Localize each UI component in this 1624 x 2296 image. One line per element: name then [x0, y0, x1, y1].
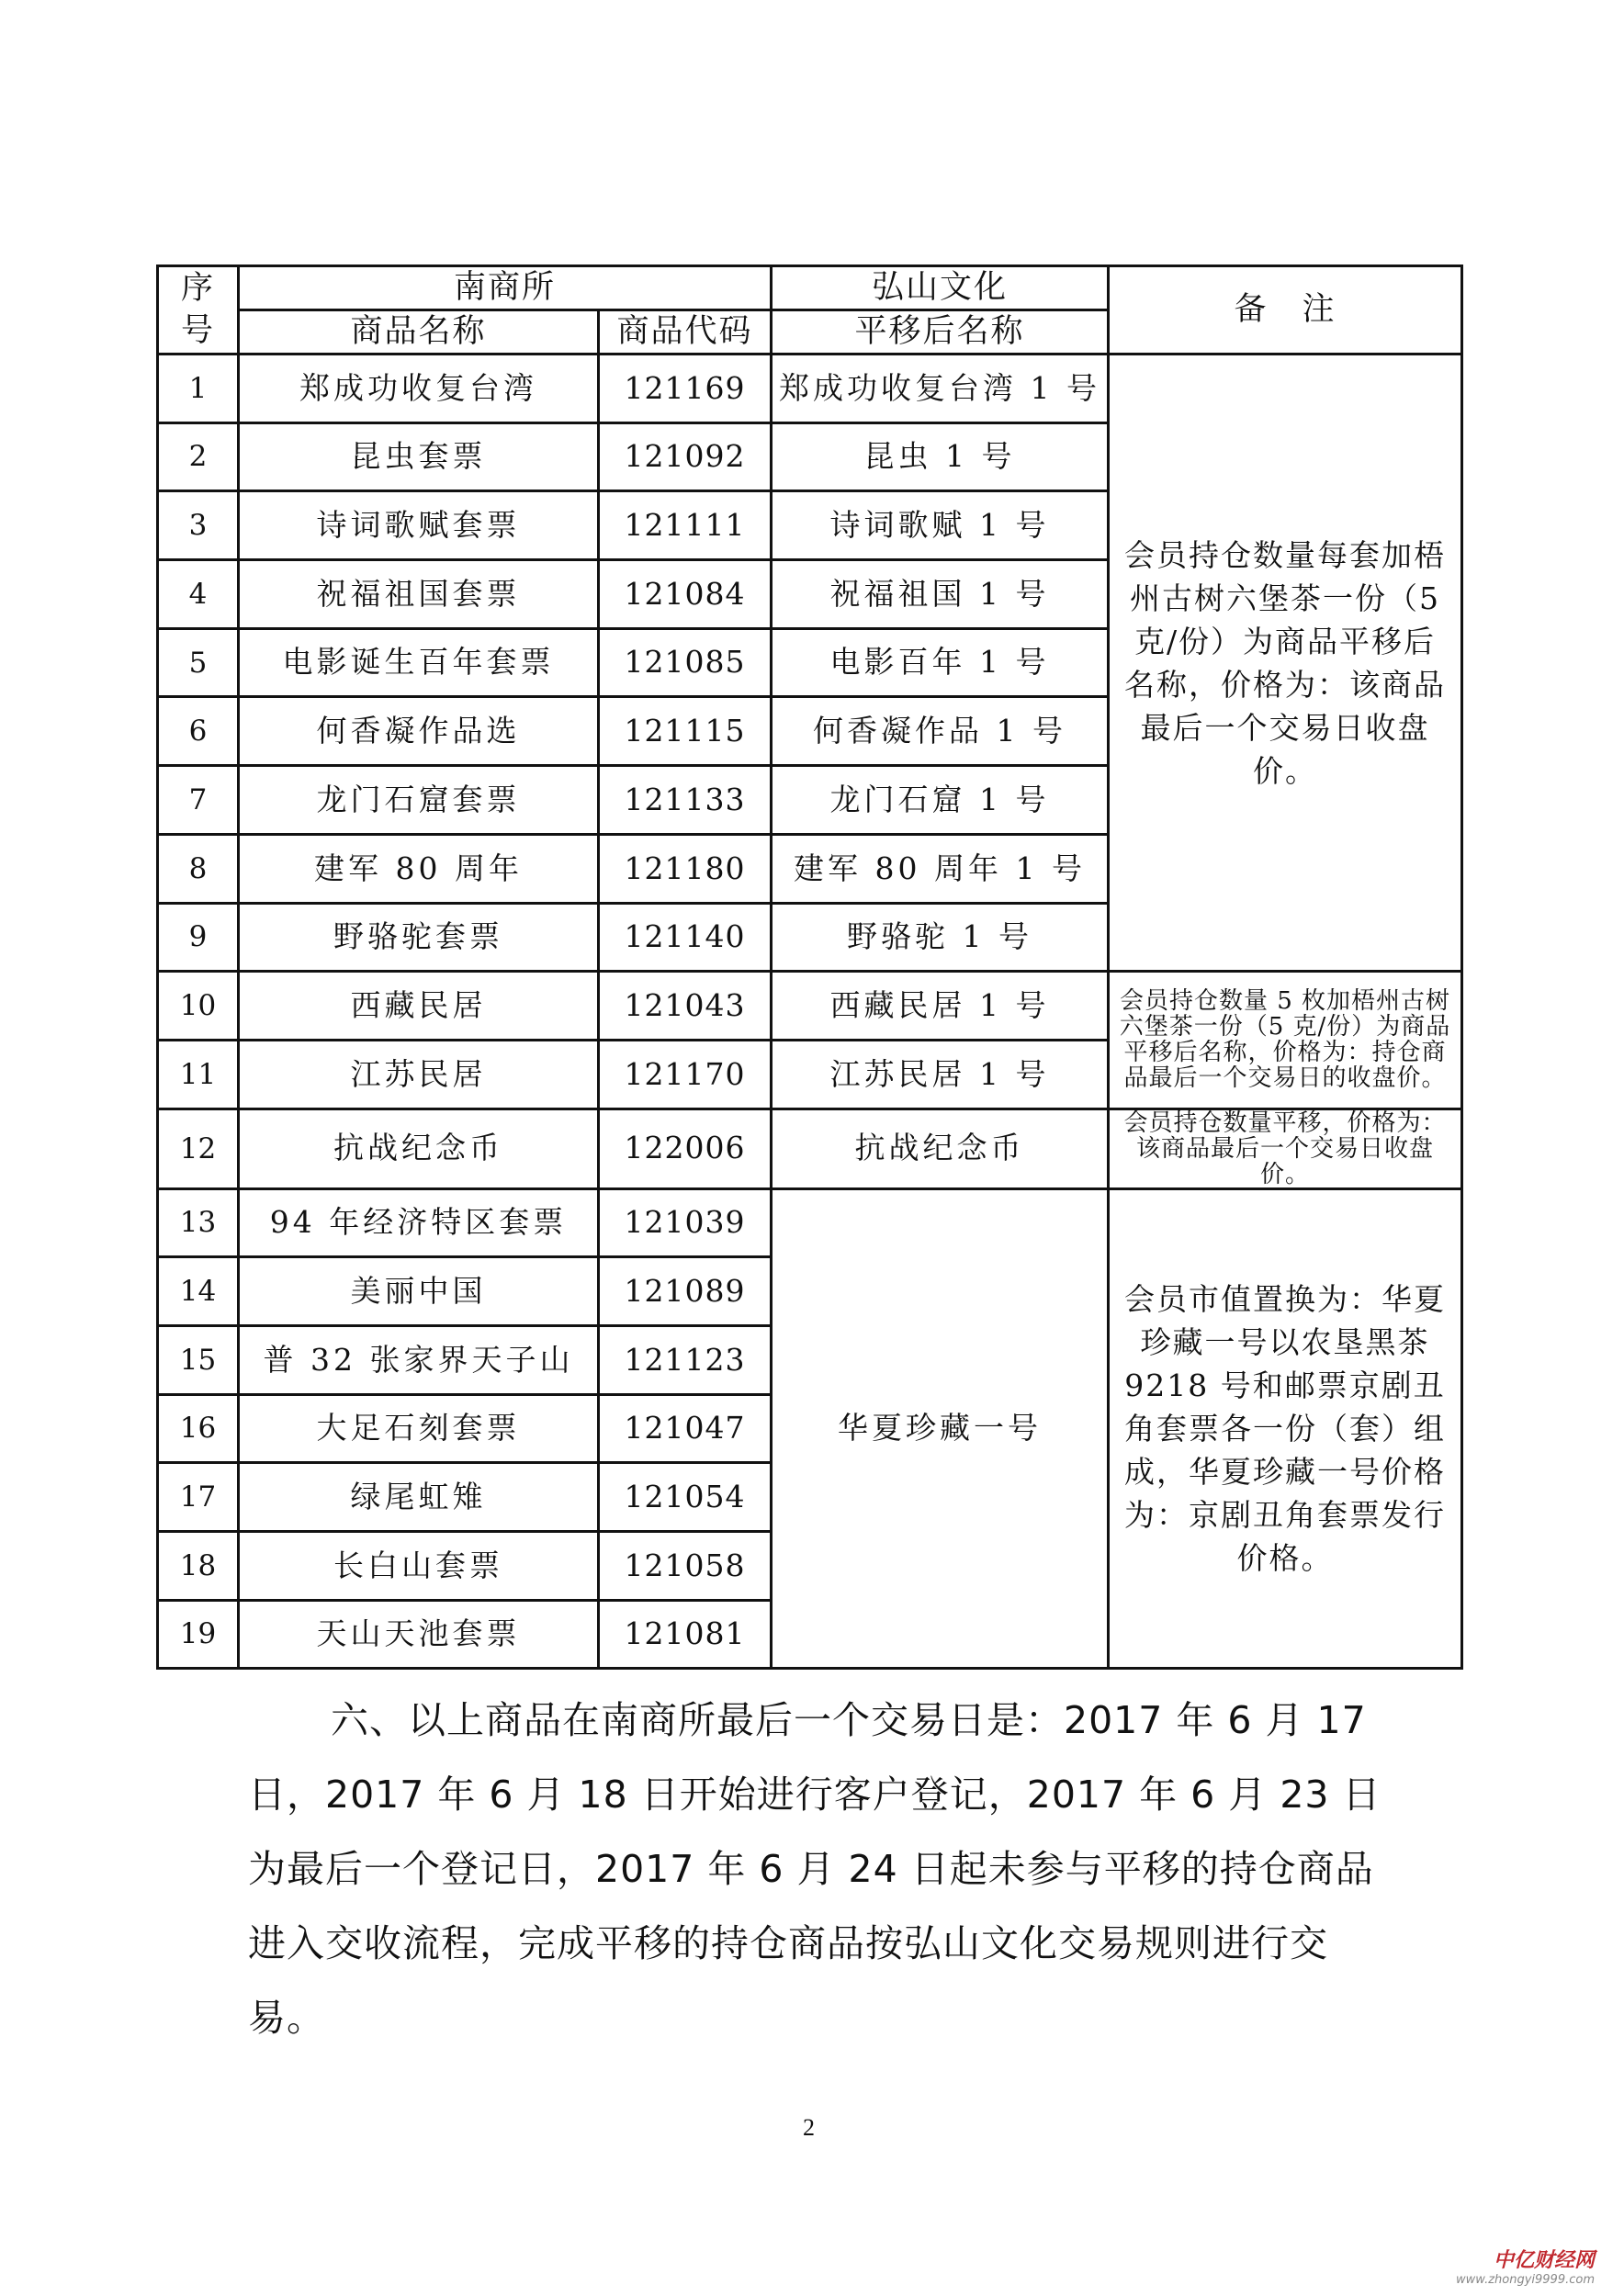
table-row: [158, 355, 1462, 423]
row-product-code: 121092: [599, 422, 772, 491]
row-seq: 18: [158, 1532, 239, 1601]
row-product-name: 长白山套票: [239, 1532, 599, 1601]
row-product-code: 122006: [599, 1109, 772, 1188]
row-target-name: 西藏民居 1 号: [772, 972, 1109, 1041]
migration-table: [156, 264, 1463, 1670]
remark-rows-1-9: 会员持仓数量每套加梧州古树六堡茶一份（5 克/份）为商品平移后名称，价格为：该商品最后一个交易日收盘价。: [1109, 355, 1462, 972]
row-product-code: 121047: [599, 1394, 772, 1463]
seq-header-char-2: 号: [180, 311, 215, 349]
target-name-col-header: 平移后名称: [772, 310, 1109, 355]
row-target-name: 昆虫 1 号: [772, 422, 1109, 491]
seq-header-char-1: 序: [180, 270, 215, 307]
row-product-code: 121081: [599, 1600, 772, 1669]
row-product-name: 绿尾虹雉: [239, 1463, 599, 1532]
table-row: [158, 972, 1462, 1041]
seq-header: [158, 266, 239, 355]
row-seq: 14: [158, 1257, 239, 1326]
row-seq: 7: [158, 766, 239, 835]
row-seq: 6: [158, 697, 239, 766]
page-number: 2: [803, 2114, 815, 2141]
row-target-name: 诗词歌赋 1 号: [772, 491, 1109, 560]
row-seq: 3: [158, 491, 239, 560]
watermark-brand: 中亿财经网: [1493, 2249, 1595, 2272]
row-product-code: 121115: [599, 697, 772, 766]
row-product-name: 何香凝作品选: [239, 697, 599, 766]
row-seq: 12: [158, 1109, 239, 1188]
row-seq: 17: [158, 1463, 239, 1532]
row-target-name: 电影百年 1 号: [772, 628, 1109, 697]
row-product-code: 121123: [599, 1325, 772, 1394]
row-product-code: 121089: [599, 1257, 772, 1326]
row-product-code: 121140: [599, 903, 772, 972]
row-seq: 10: [158, 972, 239, 1041]
row-product-name: 建军 80 周年: [239, 834, 599, 903]
row-target-name: 江苏民居 1 号: [772, 1040, 1109, 1109]
row-product-name: 普 32 张家界天子山: [239, 1325, 599, 1394]
row-product-code: 121170: [599, 1040, 772, 1109]
row-product-name: 诗词歌赋套票: [239, 491, 599, 560]
row-seq: 5: [158, 628, 239, 697]
row-product-code: 121085: [599, 628, 772, 697]
row-product-name: 天山天池套票: [239, 1600, 599, 1669]
row-product-name: 大足石刻套票: [239, 1394, 599, 1463]
remark-row-12: 会员持仓数量平移，价格为：该商品最后一个交易日收盘价。: [1109, 1109, 1462, 1188]
row-product-name: 龙门石窟套票: [239, 766, 599, 835]
row-product-name: 94 年经济特区套票: [239, 1188, 599, 1257]
row-seq: 1: [158, 355, 239, 423]
remark-rows-13-19: 会员市值置换为：华夏珍藏一号以农垦黑茶 9218 号和邮票京剧丑角套票各一份（套）组成，华夏珍藏一号价格为：京剧丑角套票发行价格。: [1109, 1188, 1462, 1669]
row-seq: 8: [158, 834, 239, 903]
row-target-name: 祝福祖国 1 号: [772, 560, 1109, 629]
header-row-top: [158, 266, 1462, 310]
watermark: [1456, 2245, 1595, 2287]
row-target-name: 郑成功收复台湾 1 号: [772, 355, 1109, 423]
row-product-code: 121111: [599, 491, 772, 560]
row-product-name: 郑成功收复台湾: [239, 355, 599, 423]
row-seq: 11: [158, 1040, 239, 1109]
row-product-name: 江苏民居: [239, 1040, 599, 1109]
row-product-name: 美丽中国: [239, 1257, 599, 1326]
name-col-header: 商品名称: [239, 310, 599, 355]
code-col-header: 商品代码: [599, 310, 772, 355]
remarks-header: 备 注: [1109, 266, 1462, 355]
merged-target-name: 华夏珍藏一号: [772, 1188, 1109, 1669]
row-seq: 2: [158, 422, 239, 491]
row-seq: 4: [158, 560, 239, 629]
row-product-name: 祝福祖国套票: [239, 560, 599, 629]
watermark-url: www.zhongyi9999.com: [1456, 2273, 1595, 2287]
row-product-code: 121133: [599, 766, 772, 835]
row-product-name: 野骆驼套票: [239, 903, 599, 972]
row-target-name: 野骆驼 1 号: [772, 903, 1109, 972]
row-product-code: 121084: [599, 560, 772, 629]
row-seq: 15: [158, 1325, 239, 1394]
table-row: [158, 1109, 1462, 1188]
target-group-header: 弘山文化: [772, 266, 1109, 310]
row-product-name: 昆虫套票: [239, 422, 599, 491]
row-product-code: 121039: [599, 1188, 772, 1257]
row-target-name: 建军 80 周年 1 号: [772, 834, 1109, 903]
row-product-code: 121058: [599, 1532, 772, 1601]
row-product-code: 121054: [599, 1463, 772, 1532]
remark-rows-10-11: 会员持仓数量 5 枚加梧州古树六堡茶一份（5 克/份）为商品平移后名称，价格为：持仓商品最后一个交易日的收盘价。: [1109, 972, 1462, 1109]
row-product-code: 121043: [599, 972, 772, 1041]
row-target-name: 抗战纪念币: [772, 1109, 1109, 1188]
row-seq: 19: [158, 1600, 239, 1669]
row-seq: 9: [158, 903, 239, 972]
row-product-code: 121169: [599, 355, 772, 423]
source-group-header: 南商所: [239, 266, 772, 310]
row-product-name: 电影诞生百年套票: [239, 628, 599, 697]
row-seq: 16: [158, 1394, 239, 1463]
row-product-name: 抗战纪念币: [239, 1109, 599, 1188]
row-product-name: 西藏民居: [239, 972, 599, 1041]
row-product-code: 121180: [599, 834, 772, 903]
table-body: [158, 266, 1462, 1669]
section-six-paragraph: 六、以上商品在南商所最后一个交易日是：2017 年 6 月 17 日，2017 年 6 月 18 日开始进行客户登记，2017 年 6 月 23 日为最后一个登记日，2017 年 6 月 24 日起未参与平移的持仓商品进入交收流程，完成平移的持仓商品按弘山文化交易规则进行交易。: [248, 1698, 1382, 2040]
row-target-name: 龙门石窟 1 号: [772, 766, 1109, 835]
row-seq: 13: [158, 1188, 239, 1257]
table-row: [158, 1188, 1462, 1257]
row-target-name: 何香凝作品 1 号: [772, 697, 1109, 766]
